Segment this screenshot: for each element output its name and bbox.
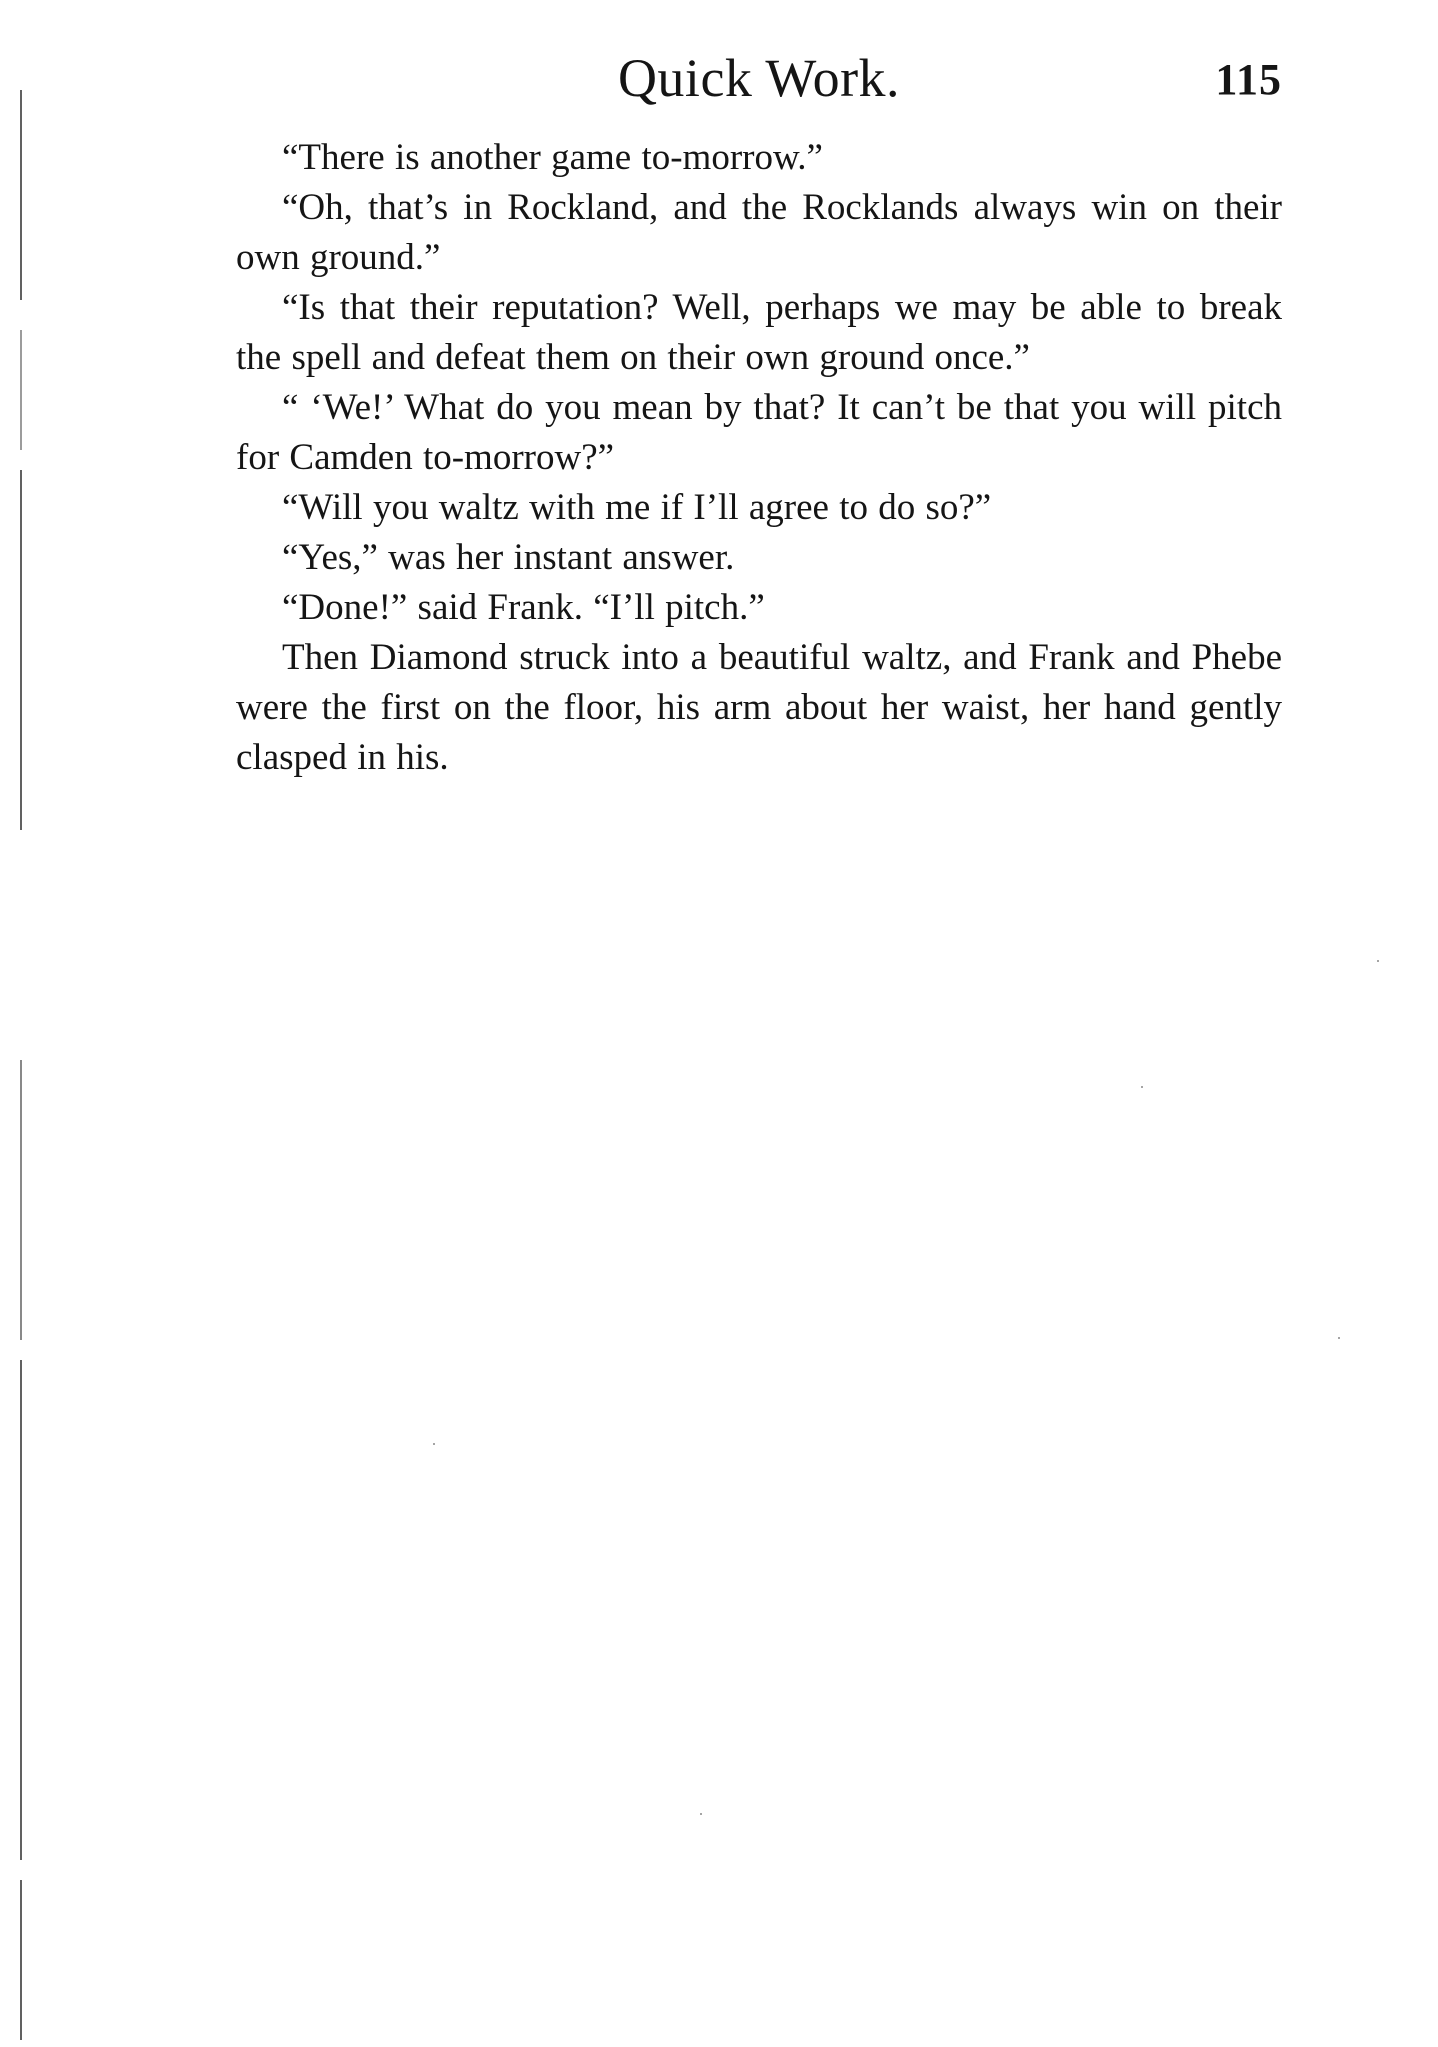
paragraph: “There is another game to-morrow.” [282, 137, 823, 178]
gutter-scan-line [20, 470, 22, 830]
page-header [236, 38, 1282, 118]
paragraph: “Is that their reputation? Well, perhaps we may be able to break the spell and defeat them on their own ground once.” [236, 287, 1282, 378]
scan-speck [1141, 1086, 1143, 1088]
paragraph: Then Diamond struck into a beautiful waltz, and Frank and Phebe were the first on the floor, his arm about her waist, her hand gently clasped in his. [236, 637, 1282, 778]
paragraph: “ ‘We!’ What do you mean by that? It can’t be that you will pitch for Camden to-morrow?” [236, 387, 1282, 478]
scan-speck [1338, 1337, 1340, 1339]
paragraph: “Yes,” was her instant answer. [282, 537, 735, 578]
scan-speck [1377, 960, 1379, 962]
gutter-scan-line [20, 1880, 22, 2040]
body-text [236, 133, 1282, 783]
gutter-scan-line [20, 1360, 22, 1860]
scan-speck [433, 1443, 435, 1445]
gutter-scan-line [20, 1060, 22, 1340]
running-head: Quick Work. [617, 48, 901, 108]
scan-speck [700, 1813, 702, 1815]
paragraph: “Done!” said Frank. “I’ll pitch.” [282, 587, 765, 628]
gutter-scan-line [20, 330, 22, 450]
gutter-scan-line [20, 90, 22, 300]
page-number: 115 [1215, 55, 1282, 104]
paragraph: “Oh, that’s in Rockland, and the Rocklands always win on their own ground.” [236, 187, 1282, 278]
paragraph: “Will you waltz with me if I’ll agree to do so?” [282, 487, 992, 528]
